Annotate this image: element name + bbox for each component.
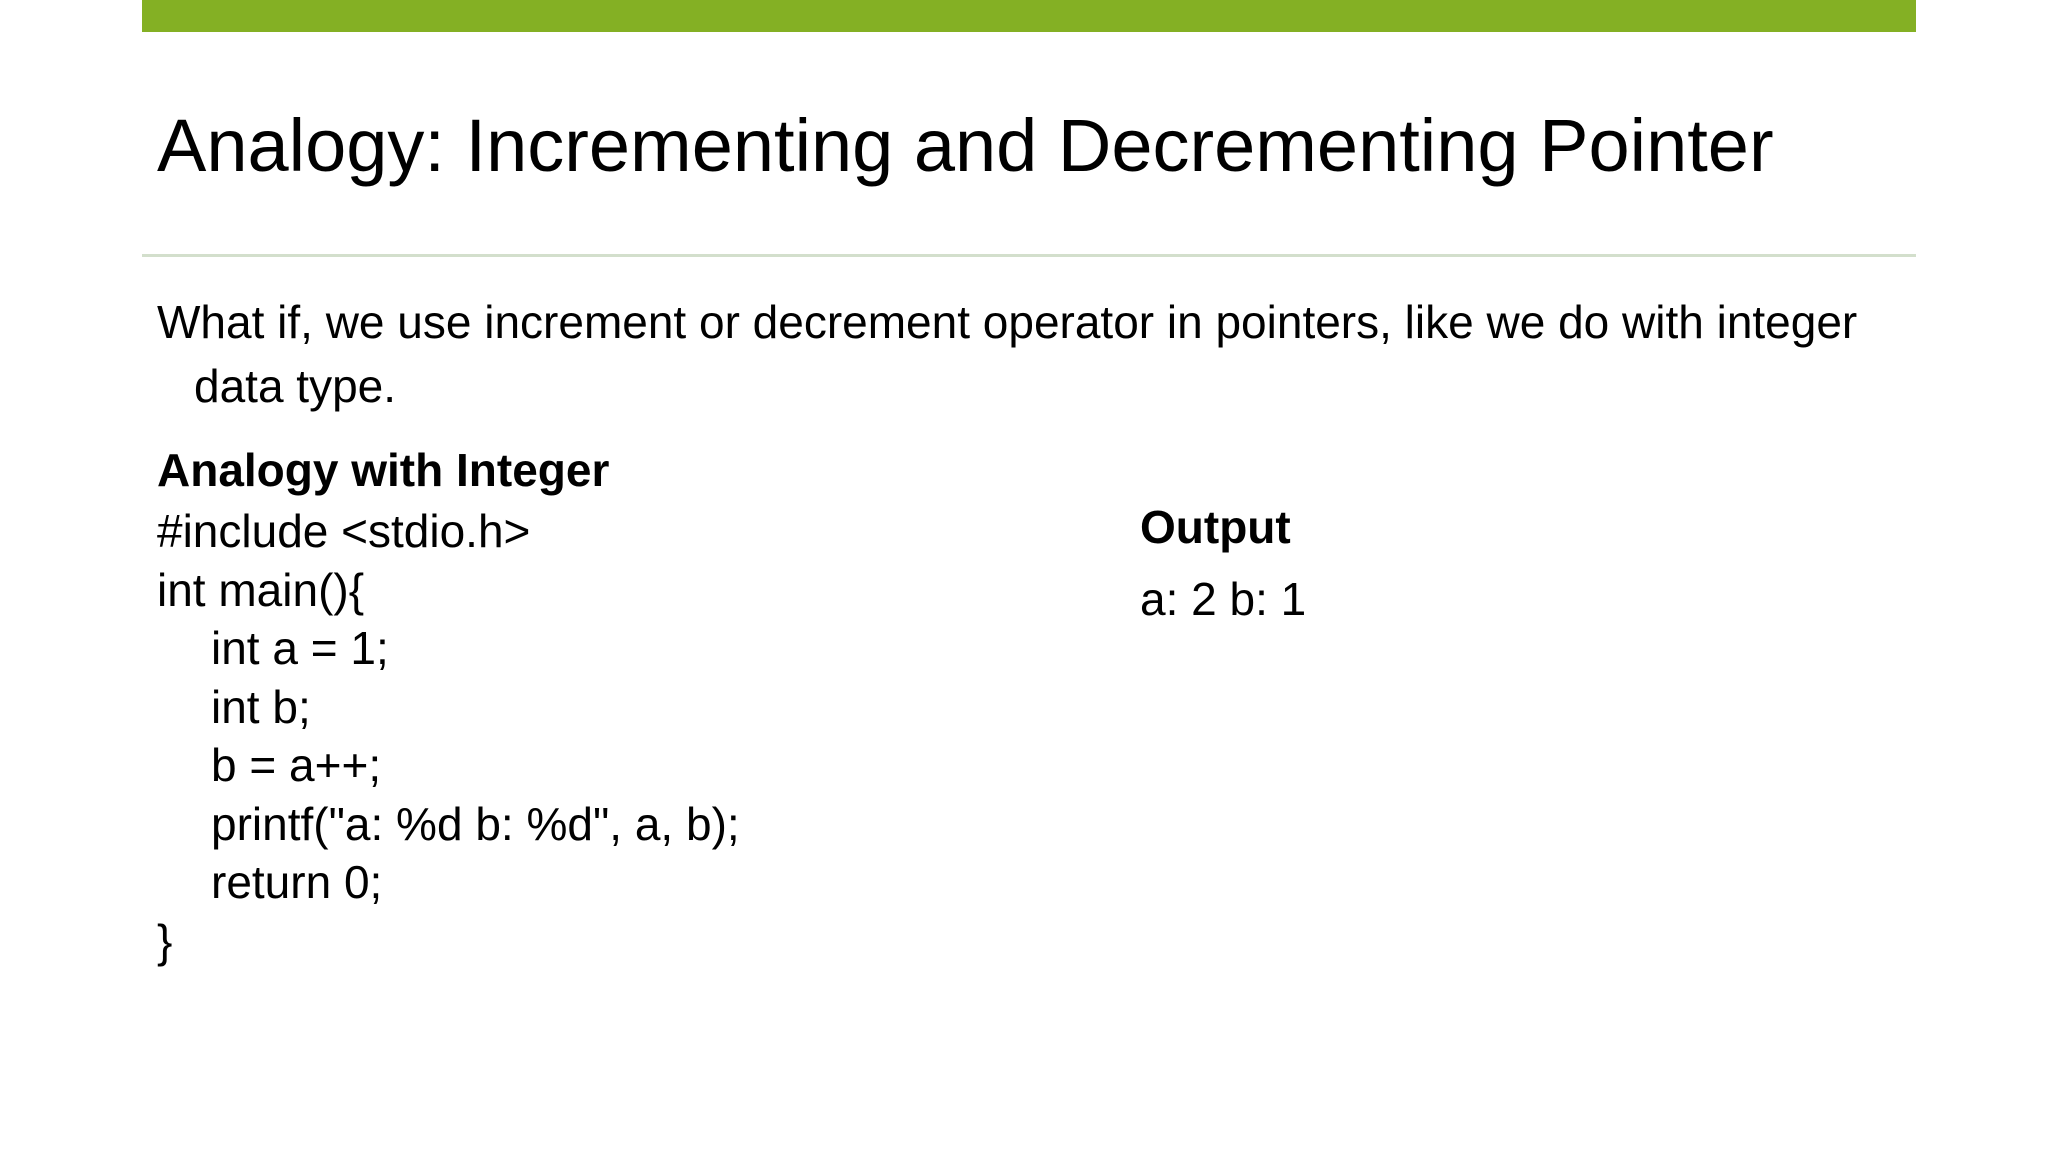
- code-line-declare-b: int b;: [211, 680, 311, 733]
- section-heading: Analogy with Integer: [157, 444, 610, 496]
- output-value: a: 2 b: 1: [1140, 573, 1307, 625]
- code-line-printf: printf("a: %d b: %d", a, b);: [211, 797, 740, 850]
- code-line-include: #include <stdio.h>: [157, 505, 531, 557]
- code-block: [157, 502, 1107, 970]
- code-line-main: int main(){: [157, 563, 365, 616]
- title-divider: [142, 254, 1916, 257]
- top-accent-bar: [142, 0, 1916, 32]
- code-line-declare-a: int a = 1;: [211, 622, 389, 674]
- output-heading: Output: [1140, 501, 1291, 553]
- code-line-increment: b = a++;: [211, 739, 382, 791]
- slide-title: Analogy: Incrementing and Decrementing Pointer: [157, 104, 1774, 187]
- intro-text: What if, we use increment or decrement operator in pointers, like we do with integer data type.: [157, 296, 1858, 412]
- code-line-return: return 0;: [211, 856, 383, 908]
- code-line-close-brace: }: [157, 914, 173, 967]
